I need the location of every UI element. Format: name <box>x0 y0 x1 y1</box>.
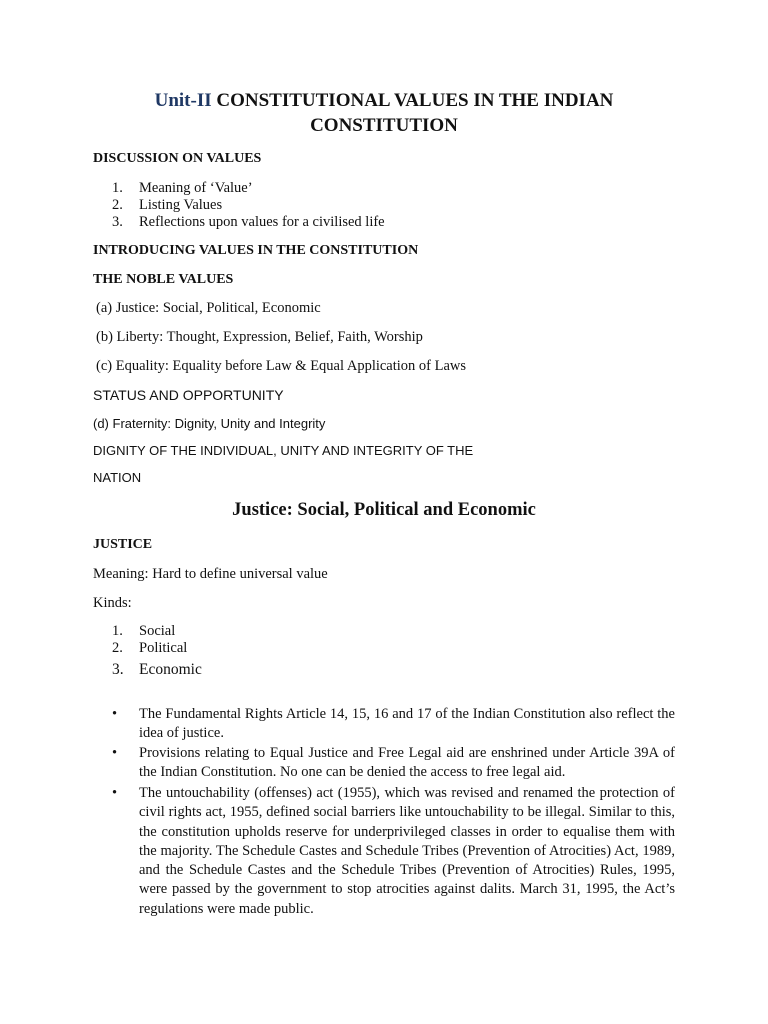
list-item: 3. Economic <box>112 661 202 678</box>
section-title-justice: Justice: Social, Political and Economic <box>232 500 536 520</box>
title-line-2: CONSTITUTION <box>310 115 458 136</box>
bullet-icon: • <box>112 706 118 722</box>
list-item: 3. Reflections upon values for a civilised life <box>112 214 385 230</box>
dignity-line-1: DIGNITY OF THE INDIVIDUAL, UNITY AND INTEGRITY OF THE <box>93 443 474 458</box>
kinds-label: Kinds: <box>93 595 132 611</box>
dignity-line-2: NATION <box>93 470 142 485</box>
bullet-icon: • <box>112 745 118 761</box>
bullet-item: • The untouchability (offenses) act (1955), which was revised and renamed the protection of civil rights act, 1955, defined social barriers like untouchability to be illegal. Similar to this, the constitution upholds reserve for underprivileged classes in order to equalise them with the majority. The Schedule Castes and Schedule Tribes (Prevention of Atrocities) Act, 1989, and the Schedule Castes and the Schedule Tribes (Prevention of Atrocities) Rules, 1995, were passed by the government to stop atrocities against dalits. March 31, 1995, the Act’s regulations were made public. <box>112 785 675 917</box>
list-item: 2. Political <box>112 640 188 656</box>
status-opportunity-line: STATUS AND OPPORTUNITY <box>93 387 284 403</box>
bullet-item: • Provisions relating to Equal Justice and Free Legal aid are enshrined under Article 39A of the Indian Constitution. No one can be denied the access to free legal aid. <box>112 745 675 781</box>
list-item: 1. Meaning of ‘Value’ <box>112 180 253 196</box>
noble-value-fraternity: (d) Fraternity: Dignity, Unity and Integrity <box>93 416 326 431</box>
discussion-heading: DISCUSSION ON VALUES <box>93 151 262 166</box>
bullet-icon: • <box>112 785 118 801</box>
title-line-1: CONSTITUTIONAL VALUES IN THE INDIAN <box>216 90 614 111</box>
justice-heading: JUSTICE <box>93 537 153 552</box>
justice-meaning: Meaning: Hard to define universal value <box>93 566 328 582</box>
noble-value-equality: (c) Equality: Equality before Law & Equal Application of Laws <box>96 358 467 374</box>
list-item: 2. Listing Values <box>112 197 223 213</box>
list-item: 1. Social <box>112 623 176 639</box>
page-title <box>0 89 768 113</box>
noble-values-heading: THE NOBLE VALUES <box>93 272 234 287</box>
introducing-heading: INTRODUCING VALUES IN THE CONSTITUTION <box>93 243 419 258</box>
unit-label: Unit-II <box>154 90 212 111</box>
noble-value-liberty: (b) Liberty: Thought, Expression, Belief, Faith, Worship <box>96 329 423 345</box>
noble-value-justice: (a) Justice: Social, Political, Economic <box>96 300 321 316</box>
bullet-item: • The Fundamental Rights Article 14, 15, 16 and 17 of the Indian Constitution also reflect the idea of justice. <box>112 706 675 742</box>
